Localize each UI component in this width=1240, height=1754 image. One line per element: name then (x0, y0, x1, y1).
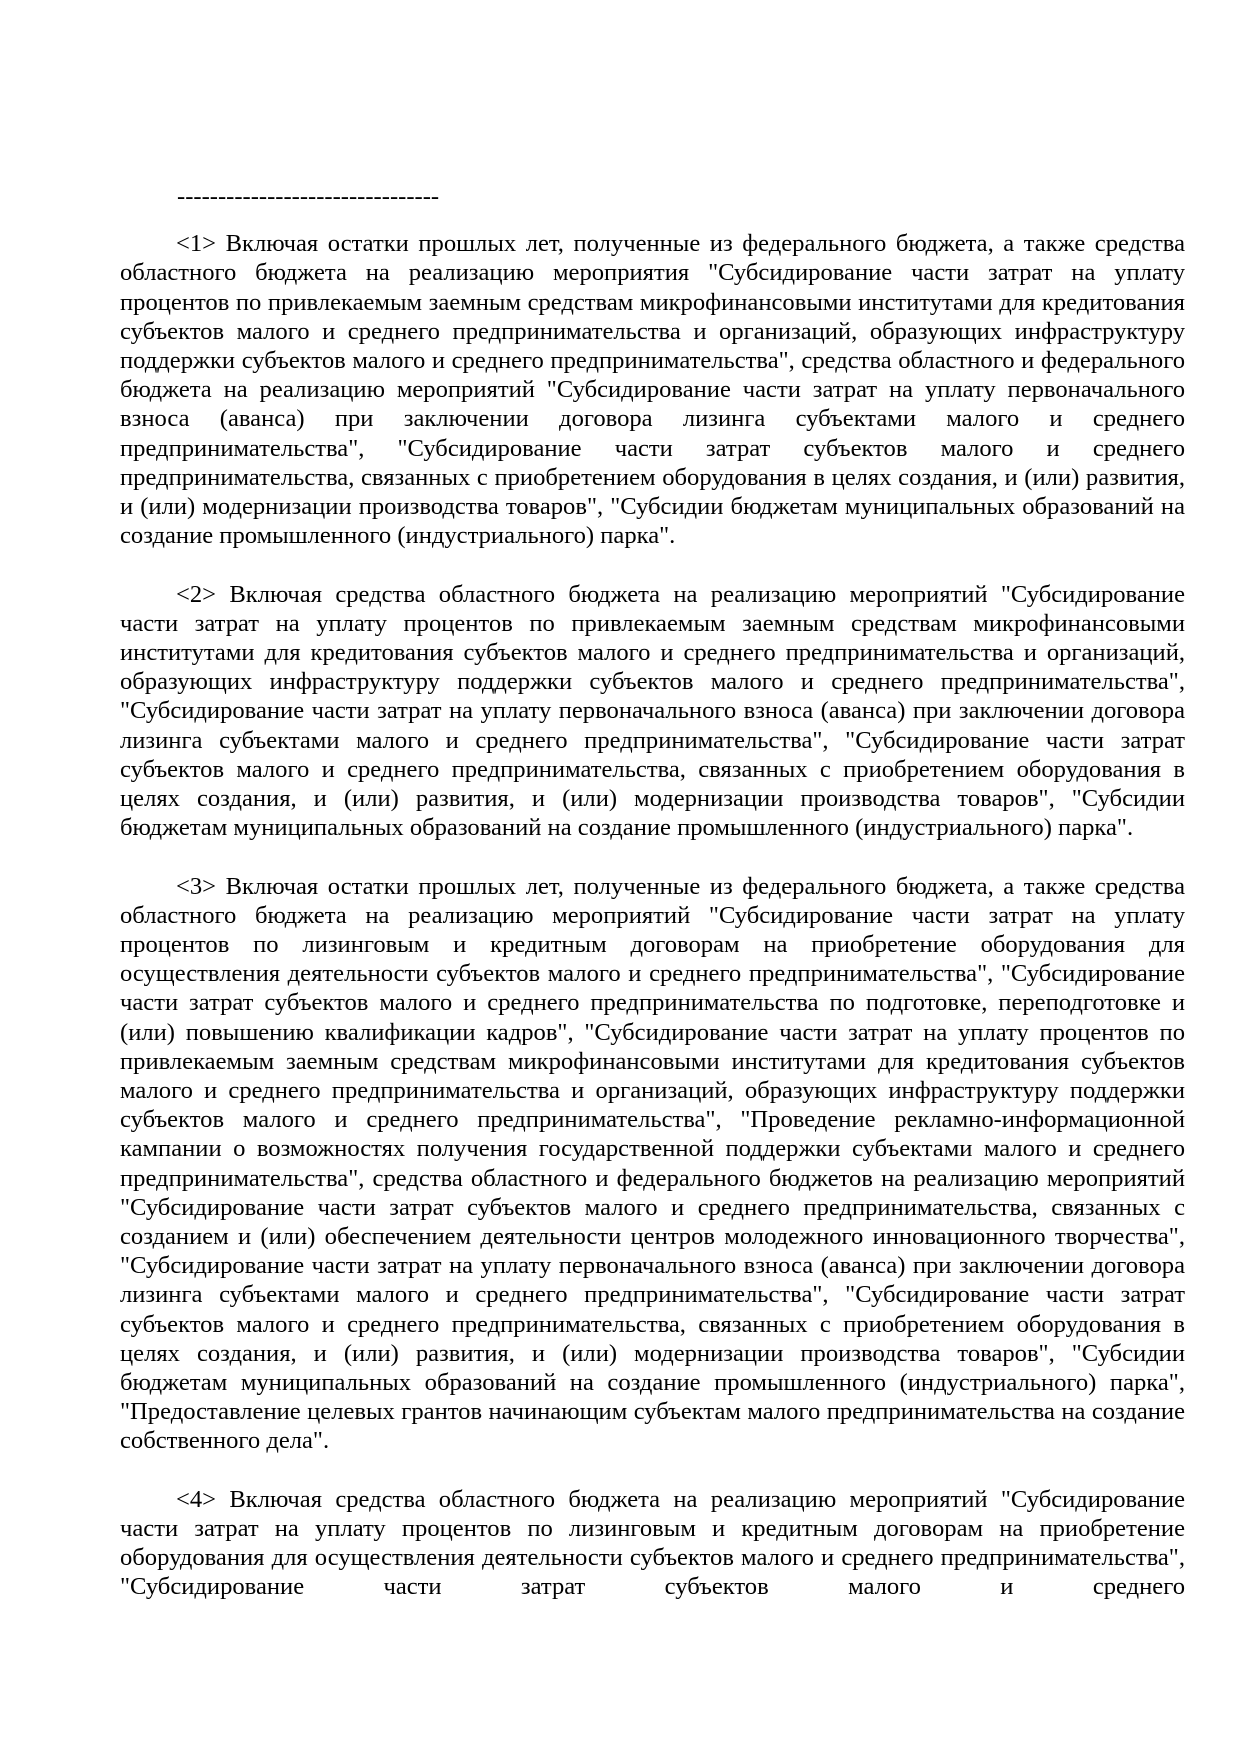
footnote-3: <3> Включая остатки прошлых лет, полученные из федерального бюджета, а также средства областного бюджета на реализацию мероприятий "Субсидирование части затрат на уплату процентов по лизинговым и кредитным договорам на приобретение оборудования для осуществления деятельности субъектов малого и среднего предпринимательства", "Субсидирование части затрат субъектов малого и среднего предпринимательства по подготовке, переподготовке и (или) повышению квалификации кадров", "Субсидирование части затрат на уплату процентов по привлекаемым заемным средствам микрофинансовыми институтами для кредитования субъектов малого и среднего предпринимательства и организаций, образующих инфраструктуру поддержки субъектов малого и среднего предпринимательства", "Проведение рекламно-информационной кампании о возможностях получения государственной поддержки субъектами малого и среднего предпринимательства", средства областного и федерального бюджетов на реализацию мероприятий "Субсидирование части затрат субъектов малого и среднего предпринимательства, связанных с созданием и (или) обеспечением деятельности центров молодежного инновационного творчества", "Субсидирование части затрат на уплату первоначального взноса (аванса) при заключении договора лизинга субъектами малого и среднего предпринимательства", "Субсидирование части затрат субъектов малого и среднего предпринимательства, связанных с приобретением оборудования в целях создания, и (или) развития, и (или) модернизации производства товаров", "Субсидии бюджетам муниципальных образований на создание промышленного (индустриального) парка", "Предоставление целевых грантов начинающим субъектам малого предпринимательства на создание собственного дела". (120, 872, 1185, 1455)
footnote-4: <4> Включая средства областного бюджета на реализацию мероприятий "Субсидирование части затрат на уплату процентов по лизинговым и кредитным договорам на приобретение оборудования для осуществления деятельности субъектов малого и среднего предпринимательства", "Субсидирование части затрат субъектов малого и среднего (120, 1485, 1185, 1601)
footnote-2: <2> Включая средства областного бюджета на реализацию мероприятий "Субсидирование части затрат на уплату процентов по привлекаемым заемным средствам микрофинансовыми институтами для кредитования субъектов малого и среднего предпринимательства и организаций, образующих инфраструктуру поддержки субъектов малого и среднего предпринимательства", "Субсидирование части затрат на уплату первоначального взноса (аванса) при заключении договора лизинга субъектами малого и среднего предпринимательства", "Субсидирование части затрат субъектов малого и среднего предпринимательства, связанных с приобретением оборудования в целях создания, и (или) развития, и (или) модернизации производства товаров", "Субсидии бюджетам муниципальных образований на создание промышленного (индустриального) парка". (120, 580, 1185, 842)
footnotes-section (120, 182, 1185, 1631)
footnote-separator: -------------------------------- (177, 183, 440, 210)
footnote-1: <1> Включая остатки прошлых лет, полученные из федерального бюджета, а также средства областного бюджета на реализацию мероприятия "Субсидирование части затрат на уплату процентов по привлекаемым заемным средствам микрофинансовыми институтами для кредитования субъектов малого и среднего предпринимательства и организаций, образующих инфраструктуру поддержки субъектов малого и среднего предпринимательства", средства областного и федерального бюджета на реализацию мероприятий "Субсидирование части затрат на уплату первоначального взноса (аванса) при заключении договора лизинга субъектами малого и среднего предпринимательства", "Субсидирование части затрат субъектов малого и среднего предпринимательства, связанных с приобретением оборудования в целях создания, и (или) развития, и (или) модернизации производства товаров", "Субсидии бюджетам муниципальных образований на создание промышленного (индустриального) парка". (120, 230, 1185, 550)
